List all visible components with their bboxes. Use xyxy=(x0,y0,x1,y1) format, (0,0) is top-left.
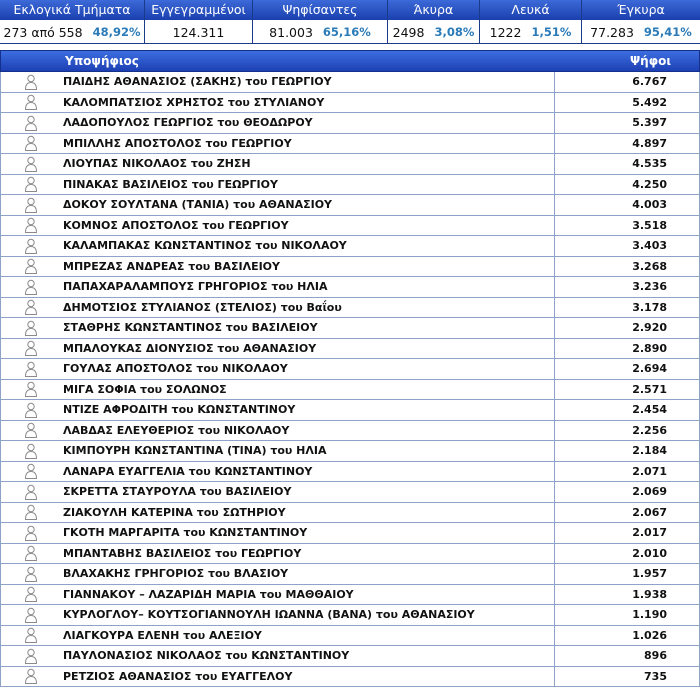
person-outline-icon xyxy=(1,421,61,441)
candidate-column-header[interactable]: Υποψήφιος xyxy=(65,54,139,68)
person-outline-icon xyxy=(1,503,61,523)
person-outline-icon xyxy=(1,482,61,502)
person-outline-icon xyxy=(1,441,61,461)
person-outline-icon xyxy=(1,216,61,236)
candidate-name: ΚΥΡΛΟΓΛΟΥ– ΚΟΥΤΣΟΓΙΑΝΝΟΥΛΗ ΙΩΑΝΝΑ (ΒΑΝΑ) του ΑΘΑΝΑΣΙΟΥ xyxy=(61,605,555,625)
table-row[interactable] xyxy=(0,646,700,667)
summary-label: Ψηφίσαντες xyxy=(253,0,387,20)
candidate-votes: 2.694 xyxy=(632,362,667,375)
candidate-name: ΡΕΤΖΙΟΣ ΑΘΑΝΑΣΙΟΣ του ΕΥΑΓΓΕΛΟΥ xyxy=(61,667,555,687)
candidate-name: ΛΑΝΑΡΑ ΕΥΑΓΓΕΛΙΑ του ΚΩΝΣΤΑΝΤΙΝΟΥ xyxy=(61,462,555,482)
table-row[interactable] xyxy=(0,195,700,216)
candidate-votes: 3.236 xyxy=(632,280,667,293)
person-outline-icon xyxy=(1,646,61,666)
table-body xyxy=(0,72,700,687)
table-row[interactable] xyxy=(0,503,700,524)
candidate-name: ΜΠΙΛΛΗΣ ΑΠΟΣΤΟΛΟΣ του ΓΕΩΡΓΙΟΥ xyxy=(61,134,555,154)
person-outline-icon xyxy=(1,154,61,174)
summary-percent: 65,16% xyxy=(322,25,371,39)
person-outline-icon xyxy=(1,298,61,318)
candidate-votes: 5.492 xyxy=(632,95,667,109)
candidate-votes: 6.767 xyxy=(632,75,667,88)
candidate-name: ΠΑΙΔΗΣ ΑΘΑΝΑΣΙΟΣ (ΣΑΚΗΣ) του ΓΕΩΡΓΙΟΥ xyxy=(61,72,555,92)
candidate-votes: 2.184 xyxy=(632,444,667,457)
candidate-name: ΠΙΝΑΚΑΣ ΒΑΣΙΛΕΙΟΣ του ΓΕΩΡΓΙΟΥ xyxy=(61,175,555,195)
candidate-votes: 2.017 xyxy=(632,526,667,539)
table-row[interactable] xyxy=(0,585,700,606)
candidate-name: ΛΙΟΥΠΑΣ ΝΙΚΟΛΑΟΣ του ΖΗΣΗ xyxy=(61,154,555,174)
candidate-votes: 2.071 xyxy=(632,464,667,478)
table-row[interactable] xyxy=(0,318,700,339)
person-outline-icon xyxy=(1,134,61,154)
summary-percent: 48,92% xyxy=(92,25,141,39)
table-row[interactable] xyxy=(0,257,700,278)
table-row[interactable] xyxy=(0,359,700,380)
person-outline-icon xyxy=(1,380,61,400)
candidate-votes: 1.190 xyxy=(632,608,667,621)
summary-voted xyxy=(253,0,388,44)
person-outline-icon xyxy=(1,605,61,625)
candidate-name: ΖΙΑΚΟΥΛΗ ΚΑΤΕΡΙΝΑ του ΣΩΤΗΡΙΟΥ xyxy=(61,503,555,523)
table-row[interactable] xyxy=(0,154,700,175)
person-outline-icon xyxy=(1,359,61,379)
candidate-name: ΔΟΚΟΥ ΣΟΥΛΤΑΝΑ (ΤΑΝΙΑ) του ΑΘΑΝΑΣΙΟΥ xyxy=(61,195,555,215)
candidate-name: ΜΠΑΛΟΥΚΑΣ ΔΙΟΝΥΣΙΟΣ του ΑΘΑΝΑΣΙΟΥ xyxy=(61,339,555,359)
person-outline-icon xyxy=(1,626,61,646)
candidate-name: ΓΟΥΛΑΣ ΑΠΟΣΤΟΛΟΣ του ΝΙΚΟΛΑΟΥ xyxy=(61,359,555,379)
candidate-name: ΝΤΙΖΕ ΑΦΡΟΔΙΤΗ του ΚΩΝΣΤΑΝΤΙΝΟΥ xyxy=(61,400,555,420)
candidate-name: ΣΤΑΘΡΗΣ ΚΩΝΣΤΑΝΤΙΝΟΣ του ΒΑΣΙΛΕΙΟΥ xyxy=(61,318,555,338)
summary-percent: 95,41% xyxy=(643,25,692,39)
candidates-table xyxy=(0,50,700,687)
candidate-votes: 2.256 xyxy=(632,423,667,437)
candidate-votes: 2.067 xyxy=(632,505,667,519)
candidate-name: ΓΙΑΝΝΑΚΟΥ – ΛΑΖΑΡΙΔΗ ΜΑΡΙΑ του ΜΑΘΘΑΙΟΥ xyxy=(61,585,555,605)
summary-electoral-sections xyxy=(0,0,145,44)
table-row[interactable] xyxy=(0,667,700,688)
table-row[interactable] xyxy=(0,482,700,503)
summary-value: 124.311 xyxy=(172,24,225,40)
table-row[interactable] xyxy=(0,175,700,196)
candidate-name: ΜΠΡΕΖΑΣ ΑΝΔΡΕΑΣ του ΒΑΣΙΛΕΙΟΥ xyxy=(61,257,555,277)
summary-label: Έγκυρα xyxy=(582,0,700,20)
candidate-votes: 4.003 xyxy=(632,198,667,211)
person-outline-icon xyxy=(1,236,61,256)
candidate-name: ΠΑΥΛΟΝΑΣΙΟΣ ΝΙΚΟΛΑΟΣ του ΚΩΝΣΤΑΝΤΙΝΟΥ xyxy=(61,646,555,666)
table-row[interactable] xyxy=(0,523,700,544)
summary-value: 77.283 xyxy=(590,24,634,40)
candidate-votes: 4.535 xyxy=(632,157,667,170)
candidate-votes: 2.454 xyxy=(632,403,667,416)
candidate-name: ΠΑΠΑΧΑΡΑΛΑΜΠΟΥΣ ΓΡΗΓΟΡΙΟΣ του ΗΛΙΑ xyxy=(61,277,555,297)
candidate-votes: 2.890 xyxy=(632,341,667,355)
candidate-name: ΚΑΛΑΜΠΑΚΑΣ ΚΩΝΣΤΑΝΤΙΝΟΣ του ΝΙΚΟΛΑΟΥ xyxy=(61,236,555,256)
candidate-name: ΚΙΜΠΟΥΡΗ ΚΩΝΣΤΑΝΤΙΝΑ (ΤΙΝΑ) του ΗΛΙΑ xyxy=(61,441,555,461)
table-row[interactable] xyxy=(0,113,700,134)
table-row[interactable] xyxy=(0,72,700,93)
table-row[interactable] xyxy=(0,134,700,155)
person-outline-icon xyxy=(1,72,61,92)
summary-percent: 1,51% xyxy=(531,25,572,39)
candidate-name: ΜΠΑΝΤΑΒΗΣ ΒΑΣΙΛΕΙΟΣ του ΓΕΩΡΓΙΟΥ xyxy=(61,544,555,564)
candidate-votes: 1.026 xyxy=(632,628,667,642)
summary-value: 1222 xyxy=(489,24,522,40)
table-header xyxy=(0,50,700,72)
person-outline-icon xyxy=(1,462,61,482)
table-row[interactable] xyxy=(0,462,700,483)
table-row[interactable] xyxy=(0,544,700,565)
candidate-votes: 2.920 xyxy=(632,321,667,334)
table-row[interactable] xyxy=(0,421,700,442)
person-outline-icon xyxy=(1,277,61,297)
summary-label: Λευκά xyxy=(480,0,581,20)
table-row[interactable] xyxy=(0,605,700,626)
person-outline-icon xyxy=(1,257,61,277)
candidate-votes: 4.250 xyxy=(632,177,667,191)
candidate-votes: 3.518 xyxy=(632,218,667,232)
table-row[interactable] xyxy=(0,564,700,585)
candidate-votes: 1.938 xyxy=(632,587,667,601)
table-row[interactable] xyxy=(0,298,700,319)
person-outline-icon xyxy=(1,544,61,564)
summary-value: 2498 xyxy=(392,24,425,40)
candidate-name: ΣΚΡΕΤΤΑ ΣΤΑΥΡΟΥΛΑ του ΒΑΣΙΛΕΙΟΥ xyxy=(61,482,555,502)
results-summary-bar xyxy=(0,0,700,44)
candidate-name: ΚΟΜΝΟΣ ΑΠΟΣΤΟΛΟΣ του ΓΕΩΡΓΙΟΥ xyxy=(61,216,555,236)
summary-label: Άκυρα xyxy=(388,0,479,20)
candidate-name: ΚΑΛΟΜΠΑΤΣΙΟΣ ΧΡΗΣΤΟΣ του ΣΤΥΛΙΑΝΟΥ xyxy=(61,93,555,113)
candidate-votes: 3.403 xyxy=(632,239,667,252)
person-outline-icon xyxy=(1,339,61,359)
person-outline-icon xyxy=(1,585,61,605)
table-row[interactable] xyxy=(0,441,700,462)
summary-blank xyxy=(480,0,582,44)
candidate-name: ΛΙΑΓΚΟΥΡΑ ΕΛΕΝΗ του ΑΛΕΞΙΟΥ xyxy=(61,626,555,646)
candidate-votes: 5.397 xyxy=(632,116,667,129)
person-outline-icon xyxy=(1,318,61,338)
candidate-votes: 1.957 xyxy=(632,567,667,580)
candidate-votes: 3.178 xyxy=(632,300,667,314)
person-outline-icon xyxy=(1,667,61,687)
candidate-name: ΜΙΓΑ ΣΟΦΙΑ του ΣΟΛΩΝΟΣ xyxy=(61,380,555,400)
votes-column-header[interactable]: Ψήφοι xyxy=(629,54,671,68)
table-row[interactable] xyxy=(0,400,700,421)
table-row[interactable] xyxy=(0,277,700,298)
summary-label: Εκλογικά Τμήματα xyxy=(0,0,144,20)
table-row[interactable] xyxy=(0,380,700,401)
candidate-votes: 896 xyxy=(644,649,667,662)
summary-valid xyxy=(582,0,700,44)
candidate-name: ΛΑΔΟΠΟΥΛΟΣ ΓΕΩΡΓΙΟΣ του ΘΕΟΔΩΡΟΥ xyxy=(61,113,555,133)
candidate-votes: 3.268 xyxy=(632,259,667,273)
summary-percent: 3,08% xyxy=(434,25,475,39)
summary-label: Εγγεγραμμένοι xyxy=(145,0,252,20)
candidate-votes: 4.897 xyxy=(632,136,667,150)
candidate-name: ΛΑΒΔΑΣ ΕΛΕΥΘΕΡΙΟΣ του ΝΙΚΟΛΑΟΥ xyxy=(61,421,555,441)
person-outline-icon xyxy=(1,400,61,420)
summary-value: 273 από 558 xyxy=(3,24,83,40)
person-outline-icon xyxy=(1,113,61,133)
candidate-name: ΓΚΟΤΗ ΜΑΡΓΑΡΙΤΑ του ΚΩΝΣΤΑΝΤΙΝΟΥ xyxy=(61,523,555,543)
candidate-name: ΔΗΜΟΤΣΙΟΣ ΣΤΥΛΙΑΝΟΣ (ΣΤΕΛΙΟΣ) του Βαΐου xyxy=(61,298,555,318)
candidate-votes: 2.010 xyxy=(632,546,667,560)
table-row[interactable] xyxy=(0,339,700,360)
person-outline-icon xyxy=(1,523,61,543)
table-row[interactable] xyxy=(0,216,700,237)
summary-value: 81.003 xyxy=(269,24,313,40)
person-outline-icon xyxy=(1,175,61,195)
candidate-votes: 2.069 xyxy=(632,485,667,498)
summary-invalid xyxy=(388,0,480,44)
candidate-name: ΒΛΑΧΑΚΗΣ ΓΡΗΓΟΡΙΟΣ του ΒΛΑΣΙΟΥ xyxy=(61,564,555,584)
candidate-votes: 735 xyxy=(644,669,667,683)
person-outline-icon xyxy=(1,195,61,215)
person-outline-icon xyxy=(1,564,61,584)
candidate-votes: 2.571 xyxy=(632,382,667,396)
summary-registered xyxy=(145,0,253,44)
person-outline-icon xyxy=(1,93,61,113)
table-row[interactable] xyxy=(0,236,700,257)
table-row[interactable] xyxy=(0,93,700,114)
table-row[interactable] xyxy=(0,626,700,647)
